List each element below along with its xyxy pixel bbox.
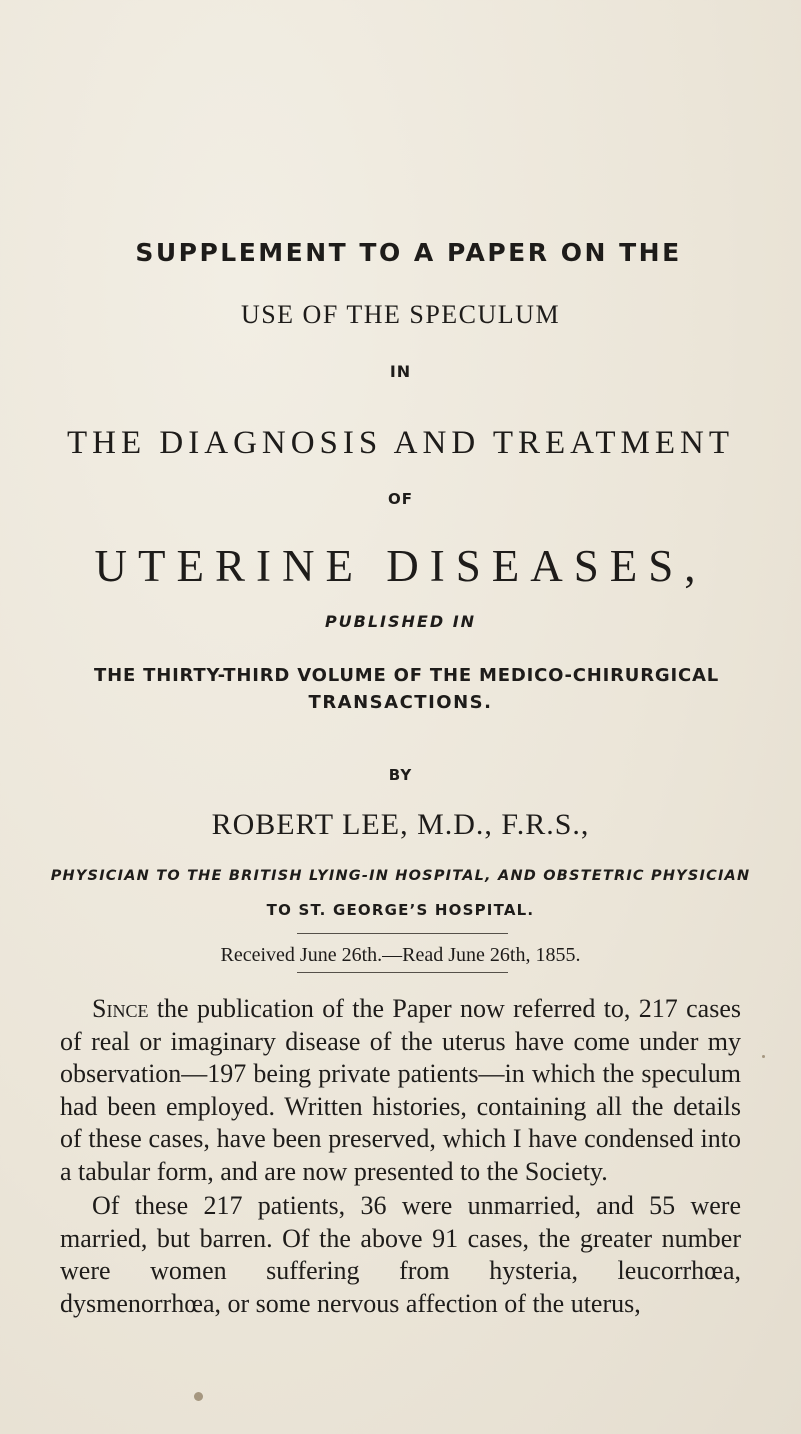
- ink-spot: [194, 1392, 203, 1401]
- publication-line-1: THE THIRTY-THIRD VOLUME OF THE MEDICO-CHIRURGICAL: [94, 665, 719, 686]
- author-affiliation-1: PHYSICIAN TO THE BRITISH LYING-IN HOSPITAL, AND OBSTETRIC PHYSICIAN: [50, 868, 751, 884]
- title-line-of: OF: [388, 490, 413, 508]
- paragraph-1: [60, 993, 741, 1188]
- author-name: ROBERT LEE, M.D., F.R.S.,: [211, 808, 590, 841]
- by-label: BY: [388, 766, 413, 784]
- title-line-supplement: SUPPLEMENT TO A PAPER ON THE: [135, 238, 682, 267]
- title-line-diagnosis: THE DIAGNOSIS AND TREATMENT: [67, 425, 734, 461]
- paragraph-1-text: the publication of the Paper now referred to, 217 cases of real or imaginary disease of the uterus have come under my observation—197 being private patients—in which the speculum had been employed. Written histories, containing all the details of these cases, have been preserved, which I have condensed into a tabular form, and are now presented to the Society.: [60, 994, 741, 1186]
- rule-above-received: [297, 933, 508, 934]
- received-date-line: Received June 26th.—Read June 26th, 1855.: [220, 944, 581, 966]
- paragraph-2: [60, 1190, 741, 1320]
- paragraph-1-lead-word: Since: [92, 994, 149, 1023]
- title-line-speculum: USE OF THE SPECULUM: [240, 300, 561, 329]
- ink-speck: [762, 1055, 765, 1058]
- title-line-uterine-diseases: UTERINE DISEASES,: [94, 541, 707, 591]
- paragraph-2-text: Of these 217 patients, 36 were unmarried, and 55 were married, but barren. Of the above 91 cases, the greater number were women suffering from hysteria, leucorrhœa, dysmenorrhœa, or some nervous affection of the uterus,: [60, 1191, 741, 1318]
- publication-line-2: TRANSACTIONS.: [308, 692, 493, 713]
- published-in-label: PUBLISHED IN: [324, 612, 477, 631]
- title-line-in: IN: [389, 362, 412, 381]
- author-affiliation-2: TO ST. GEORGE’S HOSPITAL.: [266, 901, 535, 919]
- rule-below-received: [297, 972, 508, 973]
